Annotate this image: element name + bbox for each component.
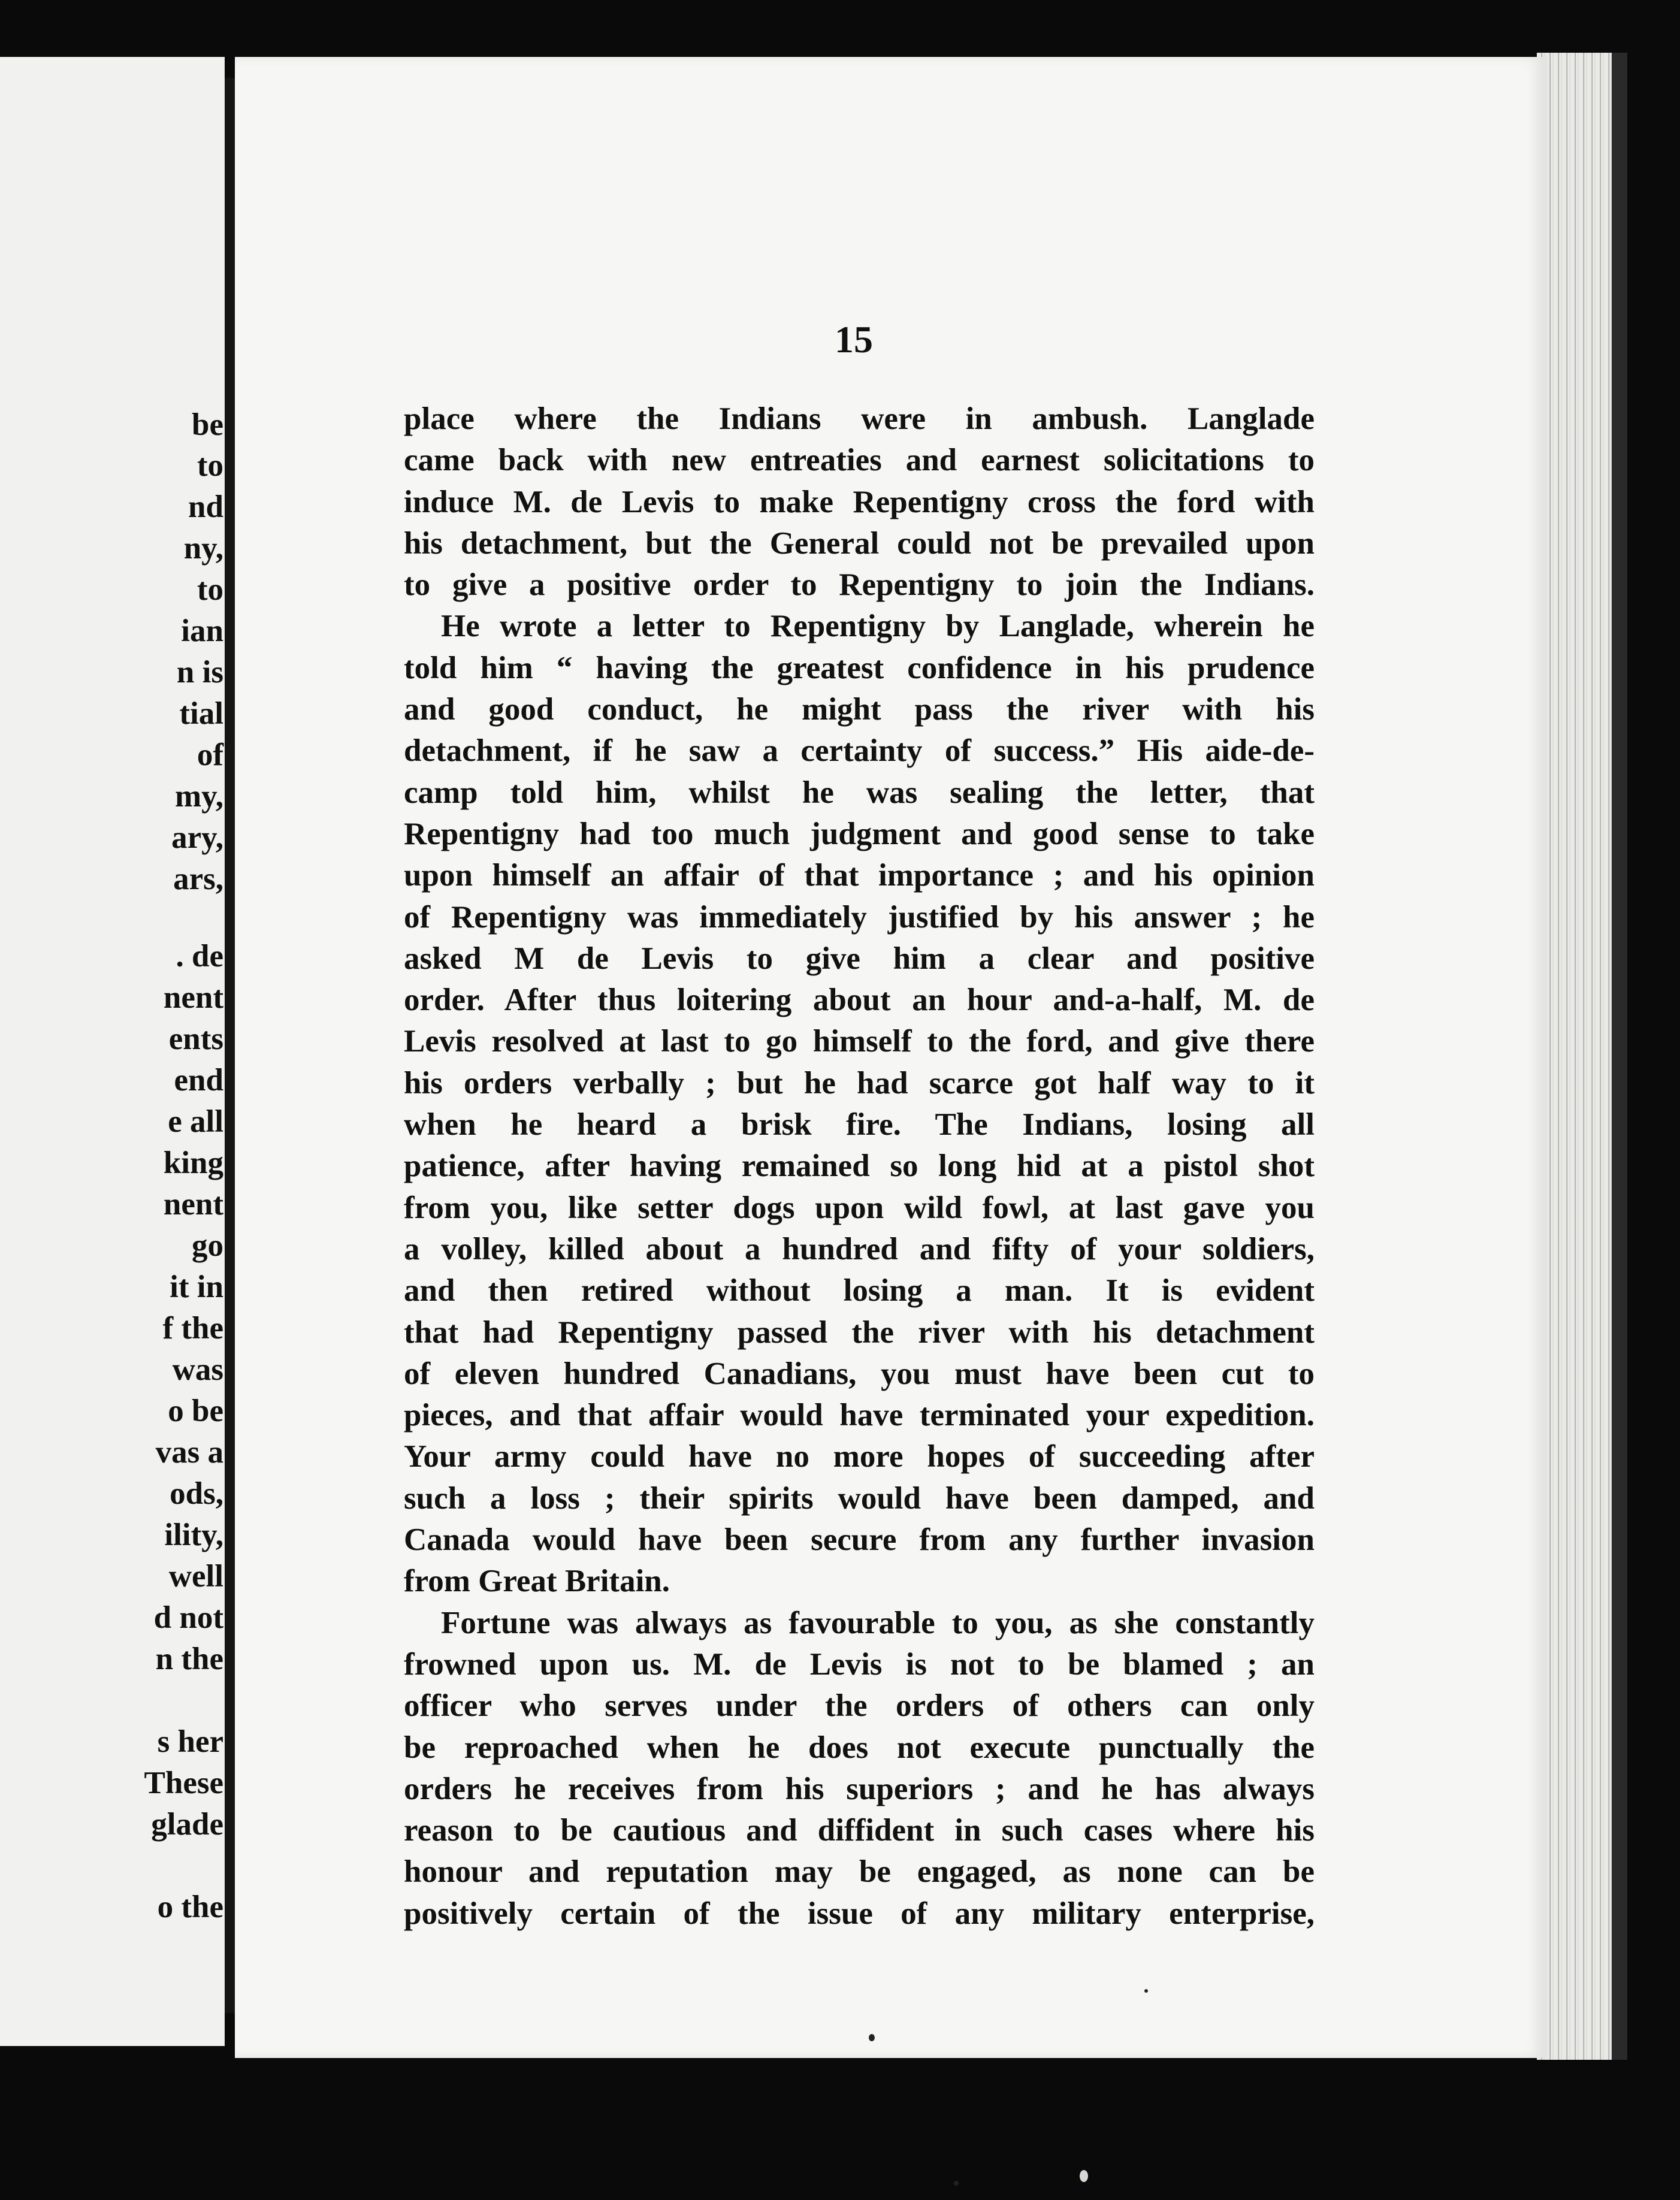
text-line: He wrote a letter to Repentigny by Langlade, wherein he — [441, 609, 1315, 644]
facing-page-fragment: well — [168, 1559, 223, 1594]
text-line: Canada would have been secure from any further invasion — [404, 1522, 1315, 1558]
text-line: induce M. de Levis to make Repentigny cross the ford with — [404, 484, 1315, 519]
facing-page-fragment: ny, — [183, 531, 223, 566]
text-line: order. After thus loitering about an hour and-a-half, M. de — [404, 983, 1315, 1018]
text-line: to give a positive order to Repentigny to join the Indians. — [404, 567, 1315, 603]
facing-page-fragment: was — [172, 1352, 223, 1387]
facing-page-fragment: e all — [168, 1104, 223, 1139]
text-line: of eleven hundred Canadians, you must have been cut to — [404, 1356, 1315, 1391]
page-number: 15 — [835, 318, 873, 361]
text-line: told him “ having the greatest confidence in his prudence — [404, 650, 1315, 685]
scan-speck — [1144, 1989, 1148, 1993]
text-line: of Repentigny was immediately justified by his answer ; he — [404, 899, 1315, 935]
text-line: and then retired without losing a man. It is evident — [404, 1273, 1315, 1308]
facing-page-fragment: my, — [175, 779, 223, 814]
facing-page-fragment: be — [192, 407, 223, 442]
text-line: that had Repentigny passed the river with his detachment — [404, 1314, 1315, 1350]
text-line: Fortune was always as favourable to you, as she constantly — [441, 1605, 1315, 1640]
book-edge-shadow — [1612, 53, 1627, 2060]
paragraph — [404, 1603, 1315, 1935]
text-line: be reproached when he does not execute punctually the — [404, 1730, 1315, 1765]
facing-page-fragment: ars, — [173, 862, 223, 896]
text-line: patience, after having remained so long hid at a pistol shot — [404, 1149, 1315, 1184]
facing-page-fragment: king — [163, 1146, 223, 1180]
facing-page-fragment: o be — [168, 1394, 223, 1428]
facing-page-fragment: to — [197, 572, 223, 607]
facing-page-fragment: d not — [153, 1600, 223, 1635]
facing-page-fragment: . de — [176, 939, 223, 974]
facing-page-fragment: These — [144, 1766, 223, 1800]
text-line: place where the Indians were in ambush. Langlade — [404, 401, 1315, 436]
facing-page-fragment: n the — [155, 1642, 223, 1676]
scan-speck — [954, 2181, 959, 2186]
facing-page-fragment: to — [197, 448, 223, 483]
facing-page-fragment: ary, — [171, 820, 223, 855]
facing-page-fragment: ian — [181, 614, 223, 648]
text-line: when he heard a brisk fire. The Indians, losing all — [404, 1107, 1315, 1143]
page-edges — [1537, 53, 1612, 2060]
text-line: orders he receives from his superiors ; and he has always — [404, 1771, 1315, 1806]
text-line: frowned upon us. M. de Levis is not to be blamed ; an — [404, 1646, 1315, 1682]
body-text — [404, 398, 1315, 1935]
text-line: came back with new entreaties and earnest solicitations to — [404, 443, 1315, 478]
facing-page-fragment: nent — [163, 1187, 223, 1222]
text-line: officer who serves under the orders of others can only — [404, 1688, 1315, 1724]
facing-page-fragment: ents — [168, 1022, 223, 1056]
text-line: upon himself an affair of that importance ; and his opinion — [404, 858, 1315, 893]
text-line: a volley, killed about a hundred and fifty of your soldiers, — [404, 1231, 1315, 1267]
text-line: and good conduct, he might pass the river with his — [404, 692, 1315, 727]
facing-page-fragment: tial — [179, 696, 223, 731]
facing-page-fragment: nent — [163, 980, 223, 1015]
facing-page-fragment: ility, — [164, 1518, 223, 1552]
text-line: his orders verbally ; but he had scarce got half way to it — [404, 1065, 1315, 1101]
text-line: detachment, if he saw a certainty of success.” His aide-de- — [404, 733, 1315, 769]
facing-page-fragment: it in — [170, 1270, 223, 1304]
facing-page-fragment: f the — [162, 1311, 223, 1346]
text-line: positively certain of the issue of any military enterprise, — [404, 1896, 1315, 1931]
text-line: honour and reputation may be engaged, as none can be — [404, 1854, 1315, 1890]
facing-page-fragment: glade — [151, 1807, 223, 1842]
text-line: Repentigny had too much judgment and good sense to take — [404, 816, 1315, 851]
text-line: from you, like setter dogs upon wild fowl, at last gave you — [404, 1190, 1315, 1225]
text-line: such a loss ; their spirits would have been damped, and — [404, 1480, 1315, 1516]
facing-page-fragment: o the — [157, 1890, 223, 1924]
scan-speck — [1080, 2170, 1088, 2182]
text-line: pieces, and that affair would have terminated your expedition. — [404, 1398, 1315, 1433]
facing-page — [0, 57, 225, 2046]
text-line: camp told him, whilst he was sealing the letter, that — [404, 775, 1315, 810]
paragraph — [404, 606, 1315, 1602]
facing-page-fragment: go — [192, 1228, 223, 1263]
scan-speck — [869, 2034, 875, 2041]
facing-page-fragment: vas a — [155, 1435, 223, 1470]
facing-page-fragment: nd — [188, 489, 223, 524]
paragraph — [404, 398, 1315, 606]
text-line: reason to be cautious and diffident in such cases where his — [404, 1813, 1315, 1848]
facing-page-fragment: n is — [176, 655, 223, 690]
text-line: Levis resolved at last to go himself to the ford, and give there — [404, 1024, 1315, 1059]
facing-page-fragment: of — [197, 738, 223, 772]
text-line: his detachment, but the General could not be prevailed upon — [404, 525, 1315, 561]
text-line: Your army could have no more hopes of succeeding after — [404, 1439, 1315, 1474]
text-line: from Great Britain. — [404, 1564, 670, 1599]
facing-page-fragment: end — [174, 1063, 223, 1098]
facing-page-fragment: s her — [157, 1724, 223, 1759]
facing-page-fragment: ods, — [170, 1476, 223, 1511]
text-line: asked M de Levis to give him a clear and positive — [404, 941, 1315, 976]
